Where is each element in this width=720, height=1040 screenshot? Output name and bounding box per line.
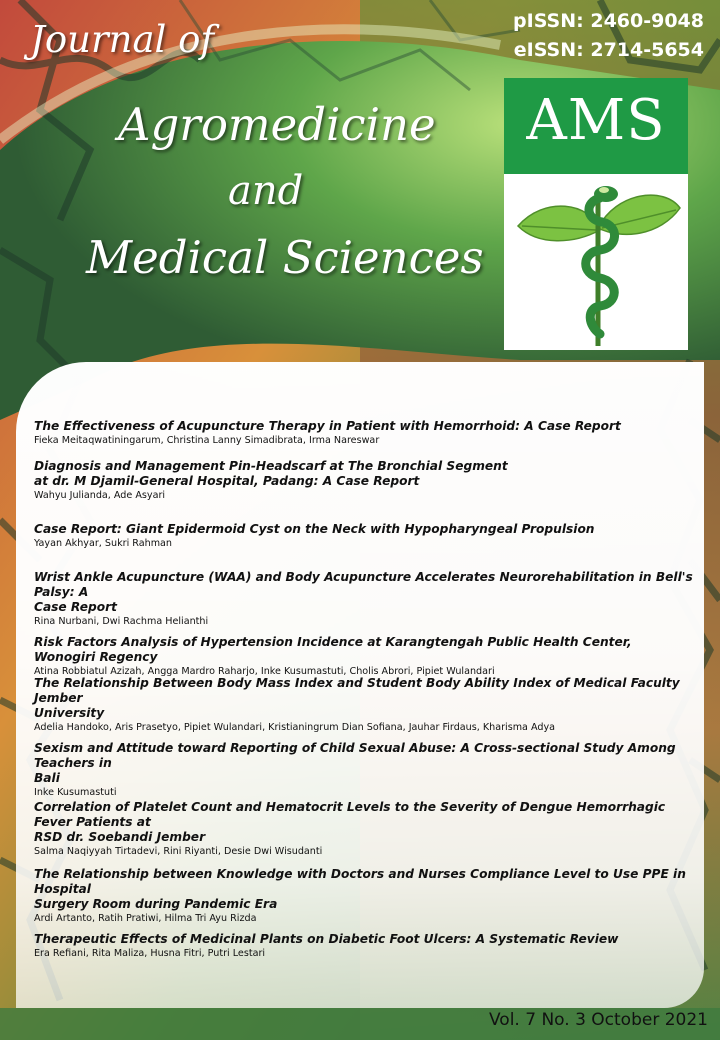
article-title[interactable] [34, 800, 696, 845]
article-title-line: RSD dr. Soebandi Jember [34, 830, 206, 844]
article-entry [34, 932, 696, 960]
article-title-line: Therapeutic Effects of Medicinal Plants on Diabetic Foot Ulcers: A Systematic Review [34, 932, 619, 946]
article-entry [34, 635, 696, 678]
article-entry [34, 741, 696, 799]
article-authors: Atina Robbiatul Azizah, Angga Mardro Raharjo, Inke Kusumastuti, Cholis Abrori, Pipiet Wulandari [34, 666, 495, 677]
article-authors: Fieka Meitaqwatiningarum, Christina Lanny Simadibrata, Irma Nareswar [34, 435, 380, 446]
article-title-line: Surgery Room during Pandemic Era [34, 897, 278, 911]
article-authors: Era Refiani, Rita Maliza, Husna Fitri, Putri Lestari [34, 948, 266, 959]
article-title-line: The Relationship between Knowledge with Doctors and Nurses Compliance Level to Use PPE in Hospital [34, 867, 686, 896]
article-authors: Rina Nurbani, Dwi Rachma Helianthi [34, 616, 209, 627]
article-title-line: Case Report [34, 600, 117, 614]
article-authors: Adelia Handoko, Aris Prasetyo, Pipiet Wulandari, Kristianingrum Dian Sofiana, Jauhar Firdaus, Kharisma Adya [34, 722, 556, 733]
article-entry [34, 676, 696, 734]
article-title-line: Case Report: Giant Epidermoid Cyst on the Neck with Hypopharyngeal Propulsion [34, 522, 595, 536]
volume-issue: Vol. 7 No. 3 October 2021 [488, 1010, 708, 1030]
article-entry [34, 522, 696, 550]
logo-text: AMS [526, 88, 666, 153]
article-title-line: Bali [34, 771, 60, 785]
article-title-line: Sexism and Attitude toward Reporting of Child Sexual Abuse: A Cross-sectional Study Among Teachers in [34, 741, 676, 770]
article-title-line: at dr. M Djamil-General Hospital, Padang: A Case Report [34, 474, 420, 488]
article-title[interactable] [34, 676, 696, 721]
article-title[interactable] [34, 741, 696, 786]
article-title[interactable] [34, 932, 696, 947]
print-issn: pISSN: 2460-9048 [513, 10, 704, 32]
article-authors: Yayan Akhyar, Sukri Rahman [34, 538, 173, 549]
article-title-line: Correlation of Platelet Count and Hematocrit Levels to the Severity of Dengue Hemorrhagic Fever Patients at [34, 800, 666, 829]
article-title-line: Diagnosis and Management Pin-Headscarf at The Bronchial Segment [34, 459, 508, 473]
article-entry [34, 867, 696, 925]
article-title[interactable] [34, 459, 696, 489]
article-title[interactable] [34, 522, 696, 537]
article-title[interactable] [34, 419, 696, 434]
article-authors: Wahyu Julianda, Ade Asyari [34, 490, 166, 501]
electronic-issn: eISSN: 2714-5654 [513, 39, 704, 61]
journal-title-line-1: Journal of [30, 18, 215, 61]
article-title-line: Risk Factors Analysis of Hypertension Incidence at Karangtengah Public Health Center, Wonogiri Regency [34, 635, 632, 664]
article-title-line: The Relationship Between Body Mass Index and Student Body Ability Index of Medical Faculty Jember [34, 676, 680, 705]
article-entry [34, 570, 696, 628]
journal-title-line-2: Agromedicine [118, 98, 436, 151]
caduceus-leaf-icon [504, 174, 688, 350]
article-title-line: The Effectiveness of Acupuncture Therapy in Patient with Hemorrhoid: A Case Report [34, 419, 621, 433]
table-of-contents-card [16, 362, 704, 1008]
article-title-line: University [34, 706, 105, 720]
article-title[interactable] [34, 867, 696, 912]
article-authors: Salma Naqiyyah Tirtadevi, Rini Riyanti, Desie Dwi Wisudanti [34, 846, 323, 857]
article-entry [34, 419, 696, 447]
journal-title-line-4: Medical Sciences [86, 231, 484, 284]
article-title[interactable] [34, 635, 696, 665]
article-authors: Inke Kusumastuti [34, 787, 117, 798]
article-title-line: Wrist Ankle Acupuncture (WAA) and Body Acupuncture Accelerates Neurorehabilitation in Bell's Palsy: A [34, 570, 693, 599]
article-title[interactable] [34, 570, 696, 615]
article-authors: Ardi Artanto, Ratih Pratiwi, Hilma Tri Ayu Rizda [34, 913, 257, 924]
article-entry [34, 459, 696, 502]
article-entry [34, 800, 696, 858]
ams-logo [504, 78, 688, 350]
journal-title-line-3: and [228, 168, 304, 214]
